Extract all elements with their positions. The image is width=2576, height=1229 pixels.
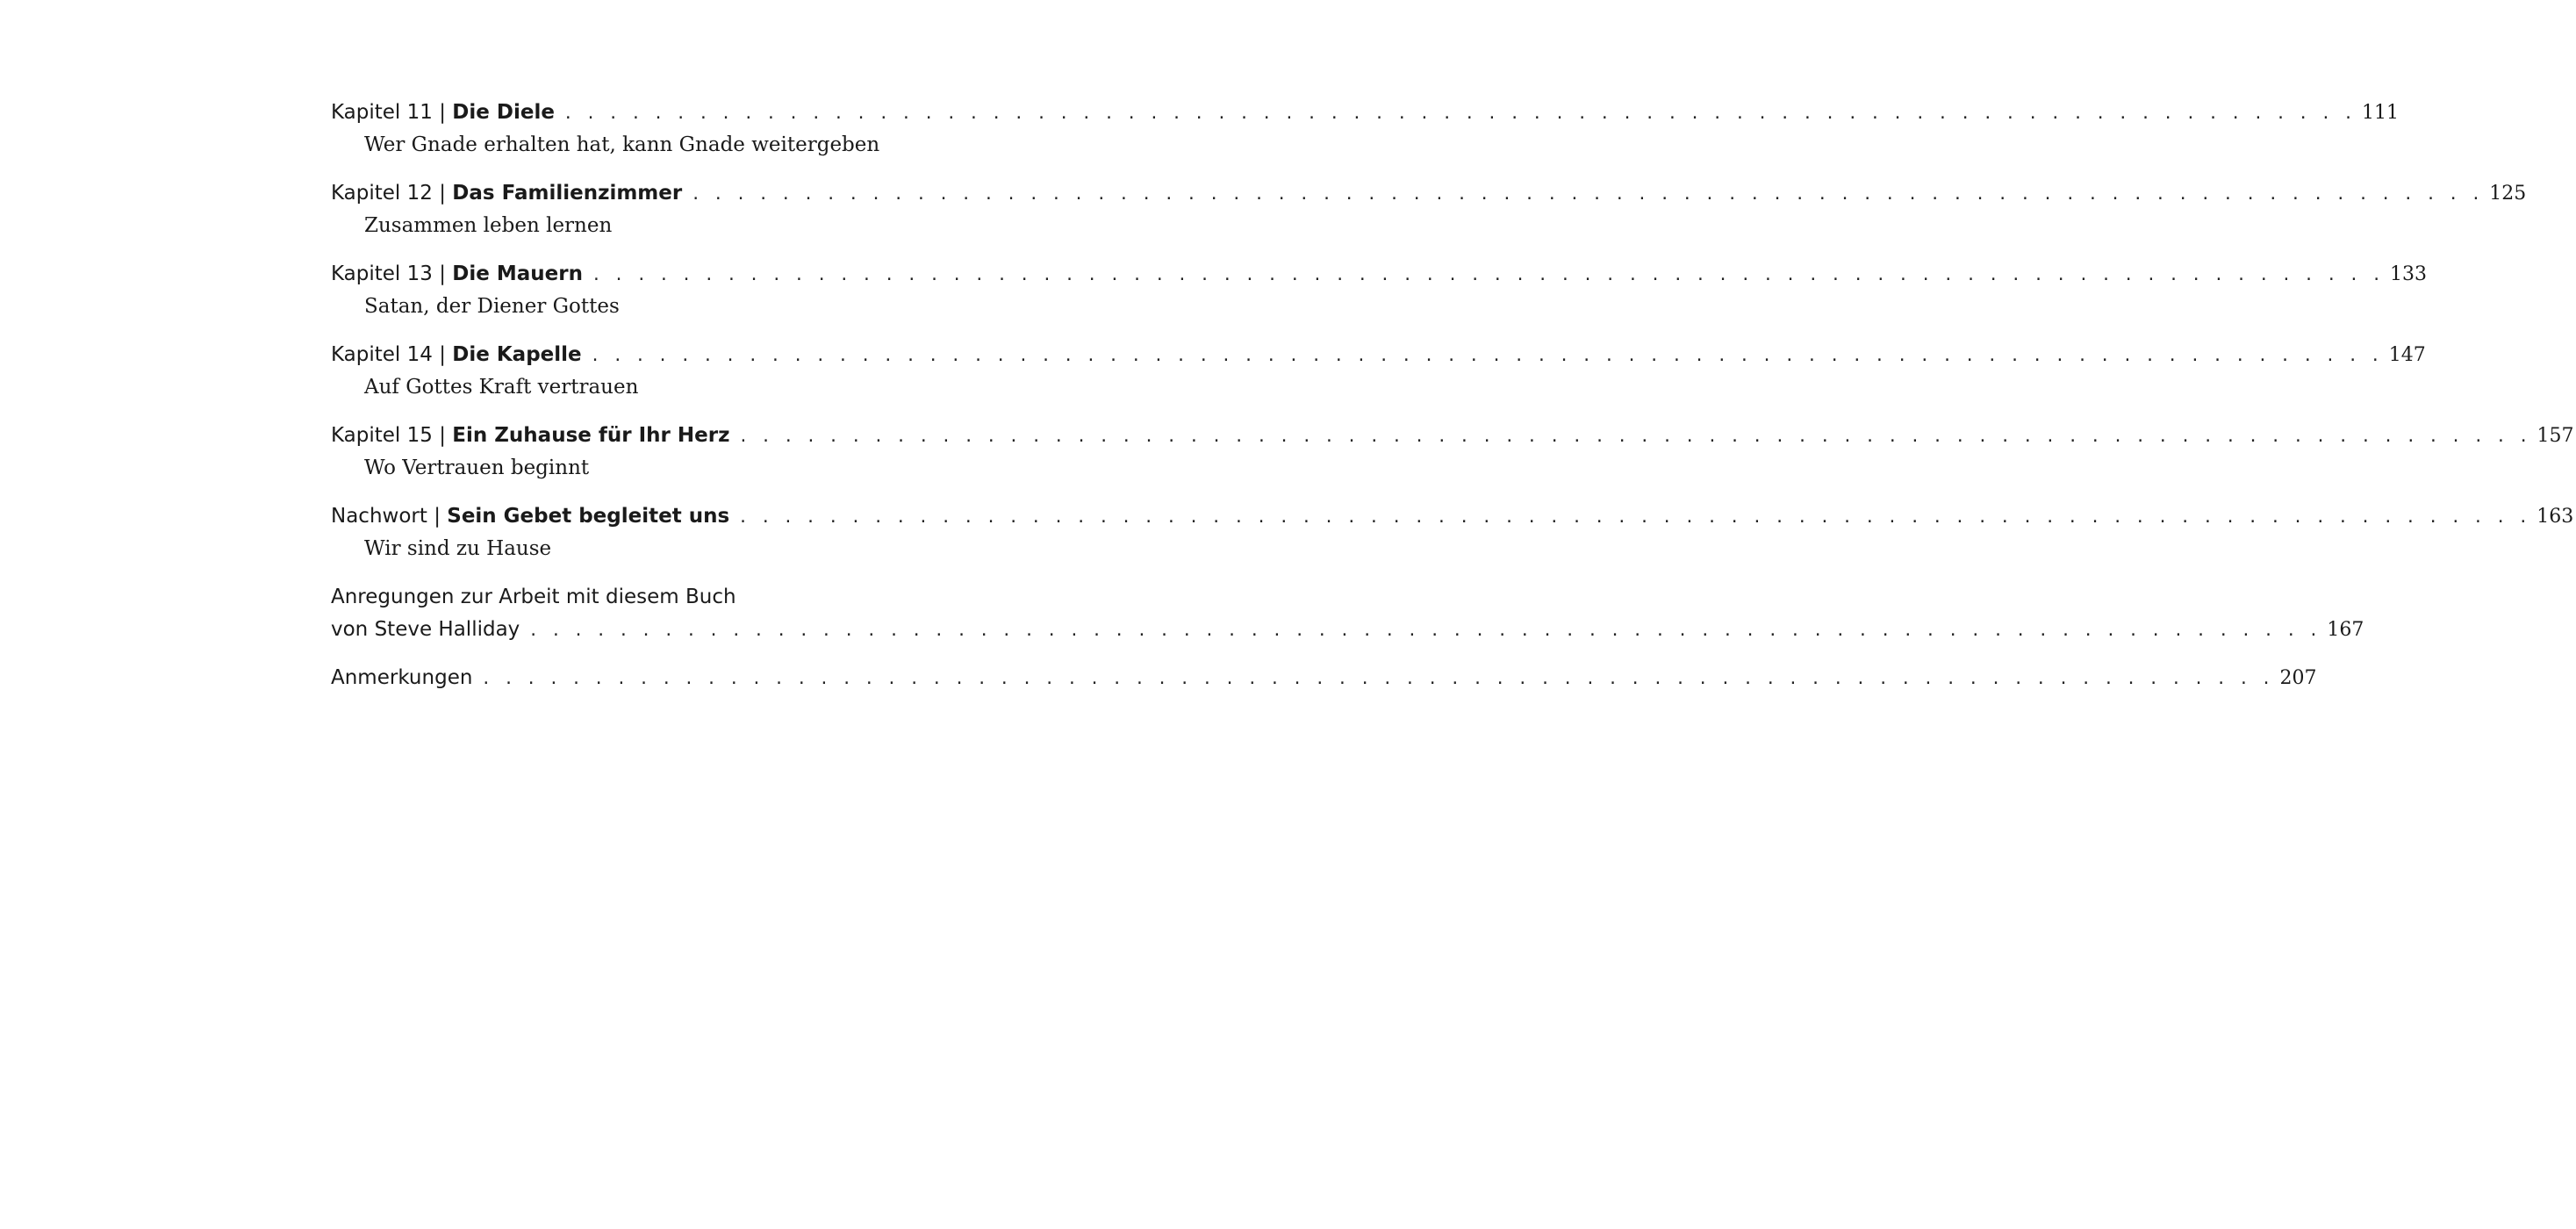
chapter-label (331, 97, 555, 129)
chapter-prefix: Kapitel 11 | (331, 101, 453, 124)
anregungen-title: Anregungen zur Arbeit mit diesem Buch (331, 586, 736, 608)
chapter-subtitle: Satan, der Diener Gottes (364, 295, 620, 318)
page-number: 157 (2537, 425, 2574, 447)
dot-leader: . . . . . . . . . . . . . . . . . . . . . . . . . . . . . . . . . . . . . . . . . . . . . . . . . . . . . . . . . . . . . . . . . . . . . . . . . . . . . . . . (481, 670, 2273, 688)
toc-entry-heading (331, 97, 2399, 129)
chapter-label (331, 177, 682, 210)
table-of-contents (331, 97, 2574, 694)
toc-entry-heading (331, 662, 2317, 694)
toc-entry[interactable] (331, 339, 2426, 404)
chapter-subtitle: Auf Gottes Kraft vertrauen (364, 376, 639, 399)
chapter-prefix: Kapitel 14 | (331, 343, 453, 366)
page-number: 167 (2327, 619, 2364, 641)
dot-leader: . . . . . . . . . . . . . . . . . . . . . . . . . . . . . . . . . . . . . . . . . . . . . . . . . . . . . . . . . . . . . . . . . . . . . . . . . . . . . . . . (738, 508, 2530, 527)
page-number: 125 (2489, 183, 2527, 205)
toc-entry-heading (331, 614, 2364, 646)
toc-entry-heading (331, 258, 2428, 291)
chapter-title: Die Diele (452, 101, 555, 124)
chapter-prefix: Nachwort | (331, 505, 448, 528)
dot-leader: . . . . . . . . . . . . . . . . . . . . . . . . . . . . . . . . . . . . . . . . . . . . . . . . . . . . . . . . . . . . . . . . . . . . . . . . . . . . . . . . (590, 347, 2382, 365)
anmerkungen-label: Anmerkungen (331, 666, 473, 689)
chapter-title: Sein Gebet begleitet uns (447, 505, 730, 528)
toc-entry-heading (331, 420, 2574, 452)
toc-entry-heading (331, 339, 2426, 371)
toc-entry-heading (331, 177, 2527, 210)
toc-entry[interactable] (331, 177, 2527, 242)
chapter-label (331, 420, 729, 452)
toc-entry-heading (331, 500, 2574, 533)
page-number: 147 (2388, 344, 2426, 366)
toc-entry[interactable] (331, 500, 2574, 565)
chapter-label (331, 258, 583, 291)
dot-leader: . . . . . . . . . . . . . . . . . . . . . . . . . . . . . . . . . . . . . . . . . . . . . . . . . . . . . . . . . . . . . . . . . . . . . . . . . . . . . . . . (738, 428, 2530, 446)
chapter-title: Ein Zuhause für Ihr Herz (452, 424, 730, 447)
dot-leader: . . . . . . . . . . . . . . . . . . . . . . . . . . . . . . . . . . . . . . . . . . . . . . . . . . . . . . . . . . . . . . . . . . . . . . . . . . . . . . . . (691, 185, 2483, 204)
dot-leader: . . . . . . . . . . . . . . . . . . . . . . . . . . . . . . . . . . . . . . . . . . . . . . . . . . . . . . . . . . . . . . . . . . . . . . . . . . . . . . . . (528, 622, 2321, 640)
dot-leader: . . . . . . . . . . . . . . . . . . . . . . . . . . . . . . . . . . . . . . . . . . . . . . . . . . . . . . . . . . . . . . . . . . . . . . . . . . . . . . . . (591, 266, 2384, 284)
toc-entry-anmerkungen[interactable] (331, 662, 2317, 694)
toc-entry[interactable] (331, 97, 2399, 162)
page-number: 133 (2390, 263, 2428, 285)
chapter-prefix: Kapitel 15 | (331, 424, 453, 447)
chapter-title: Die Kapelle (452, 343, 582, 366)
page-number: 207 (2279, 667, 2317, 689)
chapter-label (331, 500, 729, 533)
chapter-subtitle: Wir sind zu Hause (364, 537, 552, 560)
chapter-subtitle: Wer Gnade erhalten hat, kann Gnade weitergeben (364, 133, 880, 156)
chapter-prefix: Kapitel 13 | (331, 262, 453, 285)
chapter-subtitle: Zusammen leben lernen (364, 214, 613, 237)
chapter-title: Die Mauern (452, 262, 583, 285)
chapter-prefix: Kapitel 12 | (331, 182, 453, 205)
toc-entry[interactable] (331, 258, 2428, 323)
toc-entry-anregungen[interactable] (331, 581, 2364, 646)
chapter-subtitle: Wo Vertrauen beginnt (364, 456, 590, 479)
chapter-title: Das Familienzimmer (452, 182, 683, 205)
toc-entry[interactable] (331, 420, 2574, 485)
anregungen-author: von Steve Halliday (331, 618, 520, 641)
page-number: 163 (2537, 506, 2574, 528)
page-number: 111 (2362, 102, 2399, 124)
dot-leader: . . . . . . . . . . . . . . . . . . . . . . . . . . . . . . . . . . . . . . . . . . . . . . . . . . . . . . . . . . . . . . . . . . . . . . . . . . . . . . . . (563, 104, 2355, 123)
chapter-label (331, 339, 582, 371)
